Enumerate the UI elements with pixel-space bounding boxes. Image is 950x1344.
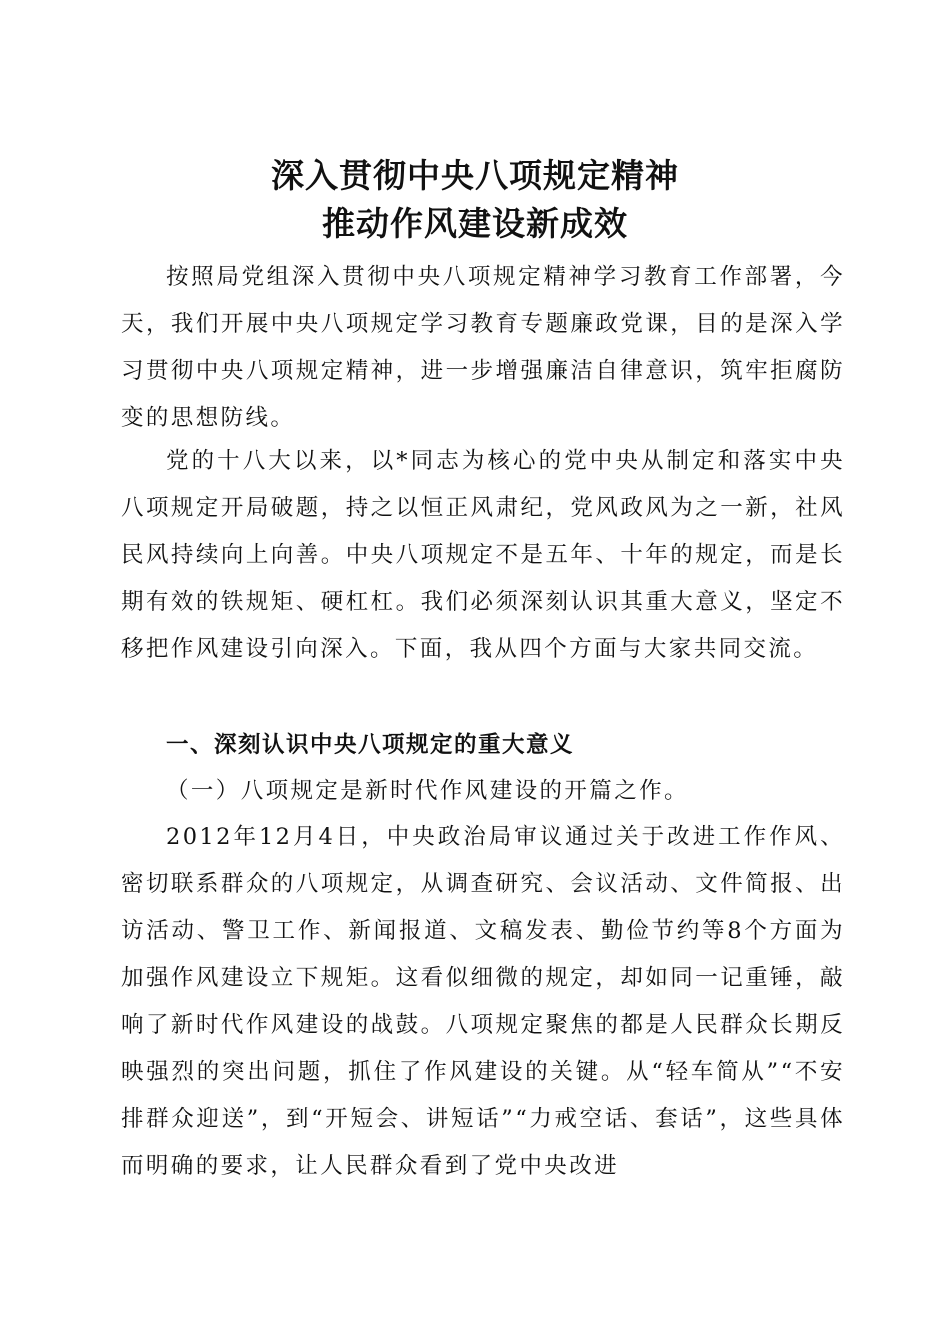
document-title-line-1: 深入贯彻中央八项规定精神 bbox=[271, 156, 679, 195]
section-1-subheading-1: （一）八项规定是新时代作风建设的开篇之作。 bbox=[166, 778, 689, 804]
intro-paragraph: 按照局党组深入贯彻中央八项规定精神学习教育工作部署，今天，我们开展中央八项规定学习教育专题廉政党课，目的是深入学习贯彻中央八项规定精神，进一步增强廉洁自律意识，筑牢拒腐防变的思想防线。 bbox=[121, 264, 845, 431]
section-1-paragraph-1: 2012年12月4日，中央政治局审议通过关于改进工作作风、密切联系群众的八项规定，从调查研究、会议活动、文件简报、出访活动、警卫工作、新闻报道、文稿发表、勤俭节约等8个方面为加强作风建设立下规矩。这看似细微的规定，却如同一记重锤，敲响了新时代作风建设的战鼓。八项规定聚焦的都是人民群众长期反映强烈的突出问题，抓住了作风建设的关键。从“轻车简从”“不安排群众迎送”，到“开短会、讲短话”“力戒空话、套话”，这些具体而明确的要求，让人民群众看到了党中央改进 bbox=[121, 824, 845, 1179]
section-1-heading: 一、深刻认识中央八项规定的重大意义 bbox=[166, 732, 575, 758]
background-paragraph: 党的十八大以来，以*同志为核心的党中央从制定和落实中央八项规定开局破题，持之以恒正风肃纪，党风政风为之一新，社风民风持续向上向善。中央八项规定不是五年、十年的规定，而是长期有效的铁规矩、硬杠杠。我们必须深刻认识其重大意义，坚定不移把作风建设引向深入。下面，我从四个方面与大家共同交流。 bbox=[121, 448, 845, 662]
document-title-line-2: 推动作风建设新成效 bbox=[322, 204, 628, 243]
